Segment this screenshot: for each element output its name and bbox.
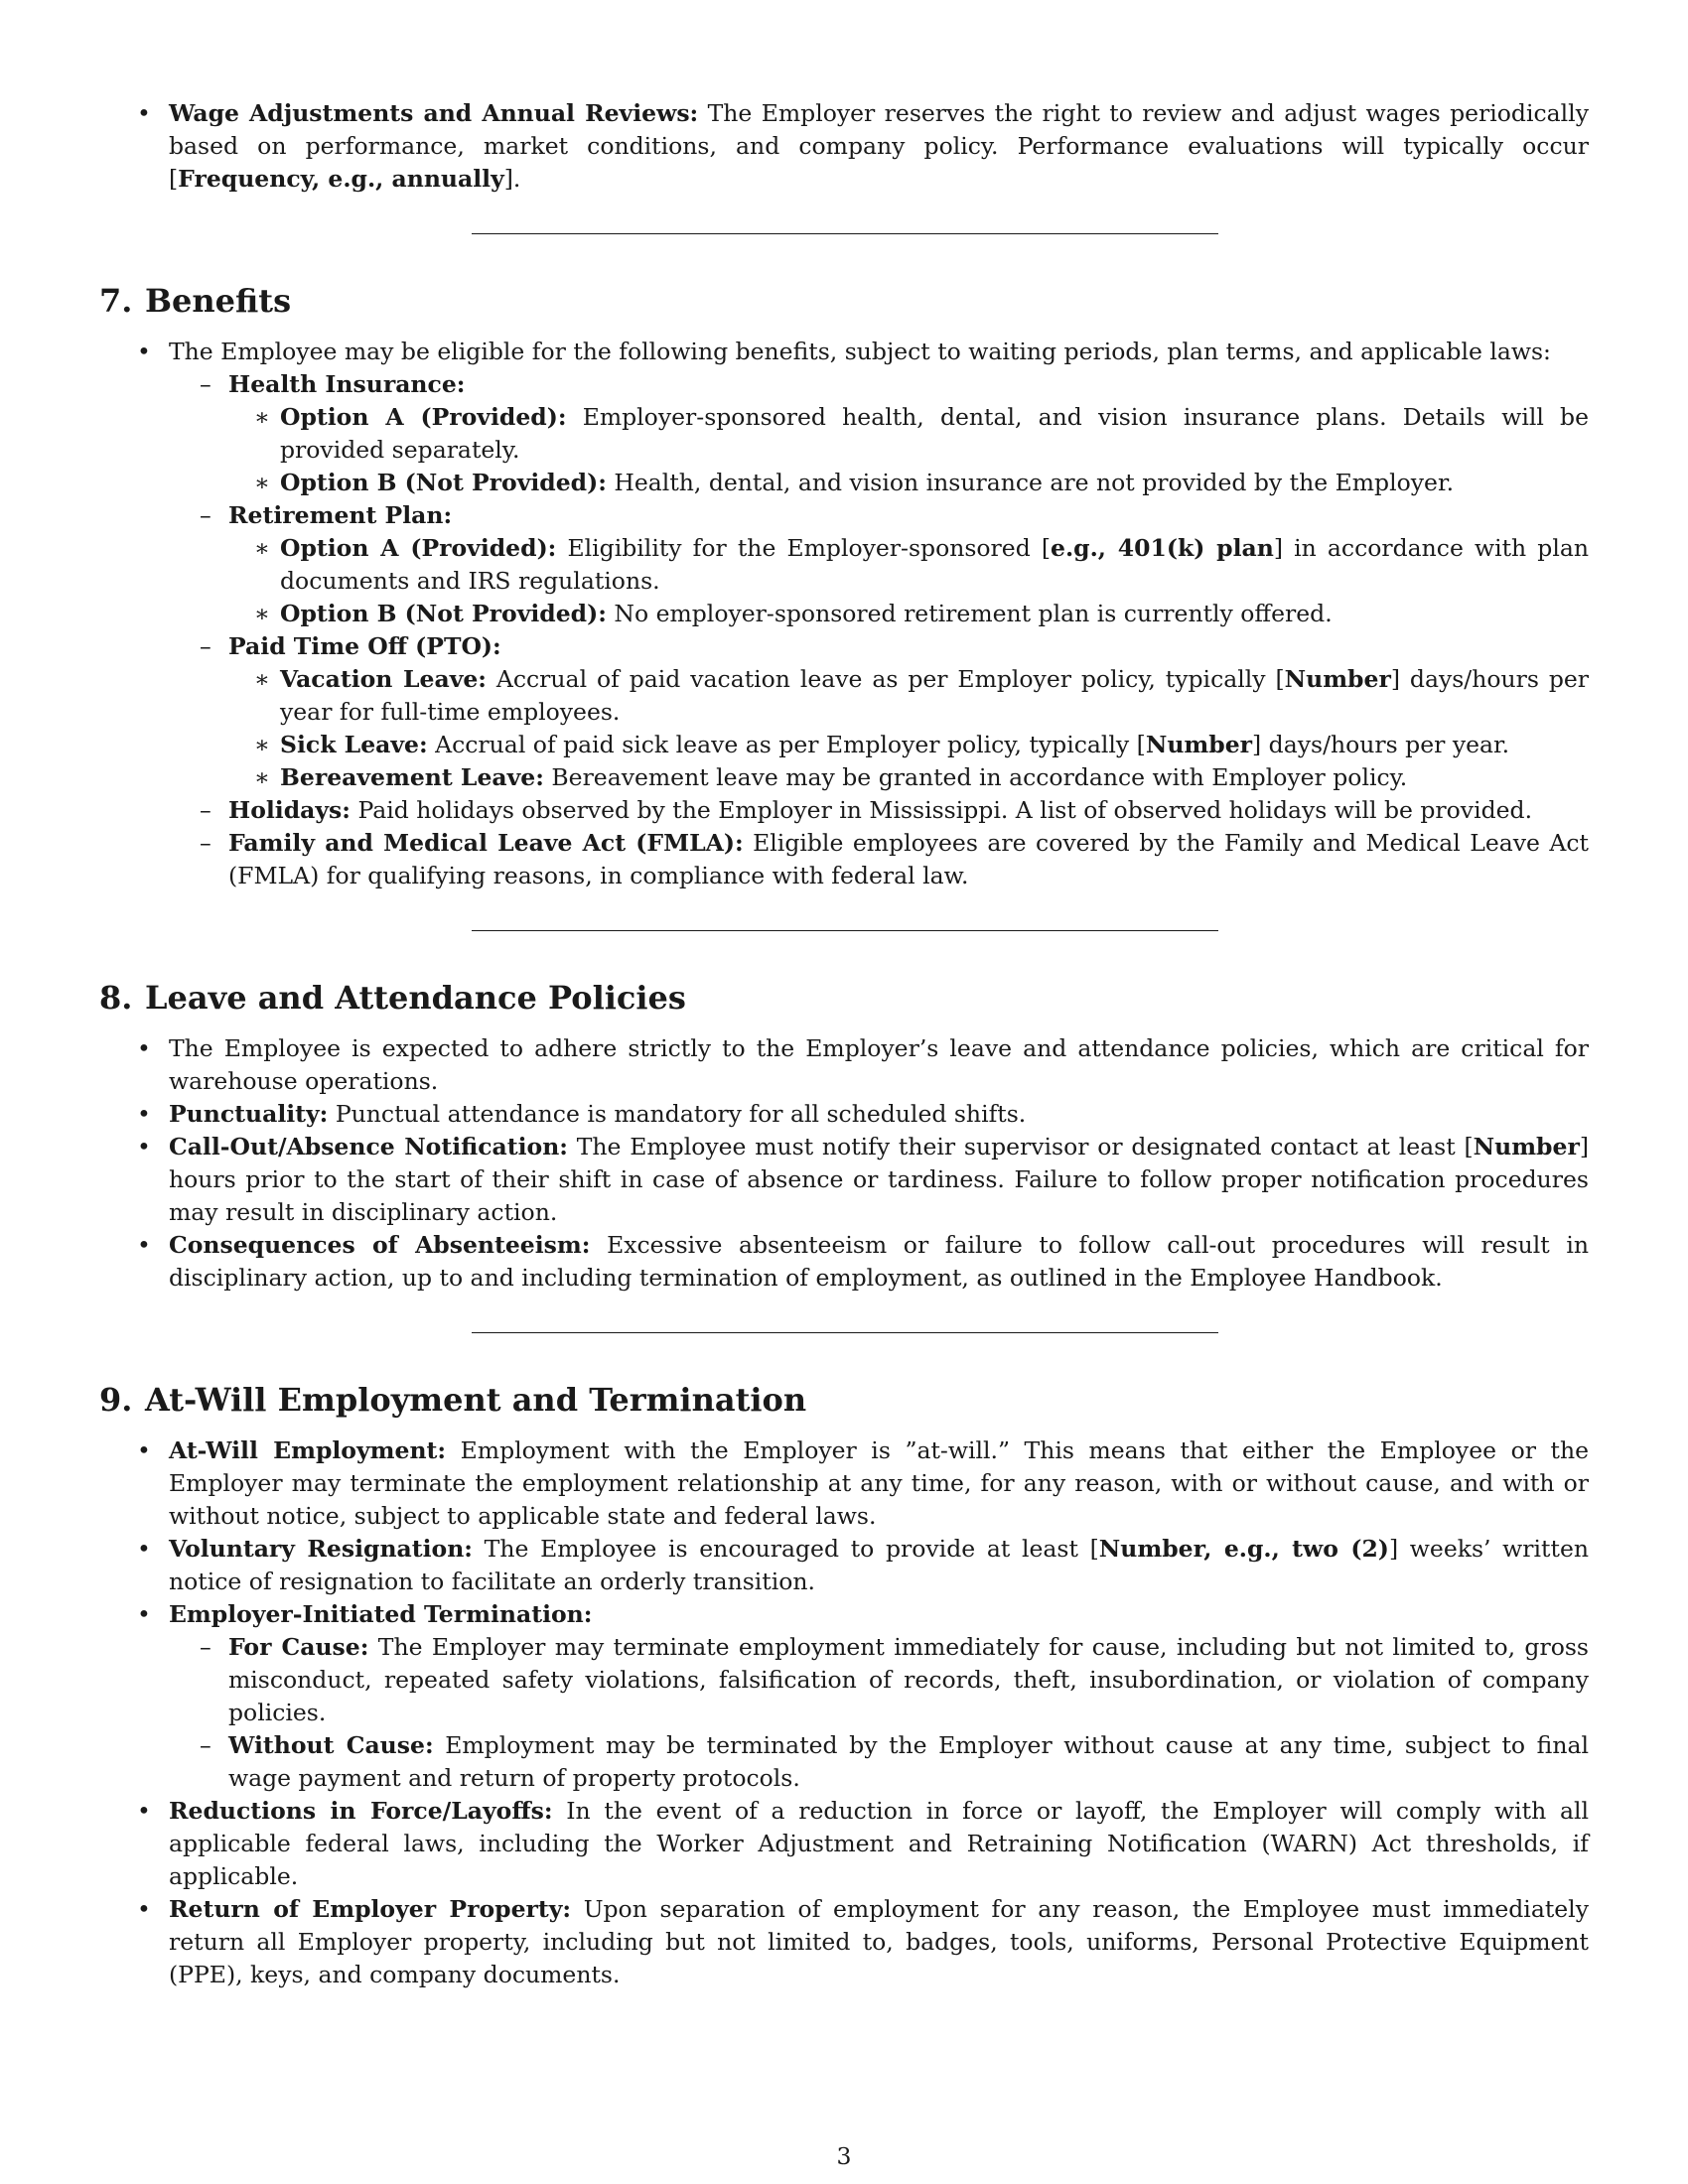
section-8-title: Leave and Attendance Policies [145, 979, 686, 1017]
consequences-label: Consequences of Absenteeism: [169, 1231, 591, 1259]
return-property-text: Upon separation of employment for any reason, the Employee must immediately return all Employer property, including but not limited to, badges, tools, uniforms, Personal Protective Equipment (PPE), keys, and company documents. [169, 1895, 1589, 1988]
retirement-plan-placeholder: e.g., 401(k) plan [1051, 534, 1274, 562]
wage-list [99, 97, 1589, 196]
layoffs-item [99, 1795, 1589, 1893]
retirement-option-a-pre: Eligibility for the Employer-sponsored [ [567, 534, 1052, 562]
wage-adjustments-item [99, 97, 1589, 196]
employer-termination-sublist [169, 1631, 1589, 1795]
wage-end: ]. [503, 165, 521, 193]
holidays-label: Holidays: [228, 796, 351, 824]
notice-weeks-placeholder: Number, e.g., two (2) [1098, 1535, 1389, 1563]
callout-pre: The Employee must notify their supervisor or designated contact at least [ [576, 1133, 1474, 1160]
wage-adjustments-label: Wage Adjustments and Annual Reviews: [169, 99, 699, 127]
fmla-item [169, 827, 1589, 892]
health-option-a [228, 401, 1589, 467]
callout-item [99, 1131, 1589, 1229]
voluntary-resignation-label: Voluntary Resignation: [169, 1535, 473, 1563]
bereavement-leave-item [228, 761, 1589, 794]
section-7-number: 7. [99, 282, 133, 320]
retirement-plan-label: Retirement Plan: [228, 501, 453, 529]
holidays-item [169, 794, 1589, 827]
layoffs-text: In the event of a reduction in force or layoff, the Employer will comply with all applicable federal laws, including the Worker Adjustment and Retraining Notification (WARN) Act thresholds, if applicable. [169, 1797, 1589, 1890]
bereavement-leave-label: Bereavement Leave: [280, 763, 544, 791]
fmla-text: Eligible employees are covered by the Family and Medical Leave Act (FMLA) for qualifying reasons, in compliance with federal law. [228, 829, 1589, 889]
sick-leave-item [228, 729, 1589, 761]
for-cause-item [169, 1631, 1589, 1729]
vacation-number-placeholder: Number [1284, 665, 1391, 693]
health-insurance-label: Health Insurance: [228, 370, 466, 398]
layoffs-label: Reductions in Force/Layoffs: [169, 1797, 553, 1825]
retirement-option-a-post: ] in accordance with plan documents and IRS regulations. [280, 534, 1590, 595]
without-cause-label: Without Cause: [228, 1731, 434, 1759]
health-option-a-label: Option A (Provided): [280, 403, 567, 431]
health-insurance-item [169, 368, 1589, 499]
attendance-list [99, 1032, 1589, 1295]
health-option-a-text: Employer-sponsored health, dental, and vision insurance plans. Details will be provided separately. [280, 403, 1589, 464]
pto-options [228, 663, 1589, 794]
section-8-number: 8. [99, 979, 133, 1017]
voluntary-resignation-item [99, 1533, 1589, 1598]
section-divider [472, 233, 1218, 234]
section-divider [472, 1332, 1218, 1333]
callout-label: Call-Out/Absence Notification: [169, 1133, 568, 1160]
section-divider [472, 930, 1218, 931]
return-property-item [99, 1893, 1589, 1991]
sick-number-placeholder: Number [1145, 731, 1253, 758]
bereavement-leave-text: Bereavement leave may be granted in accordance with Employer policy. [551, 763, 1408, 791]
vacation-leave-post: ] days/hours per year for full-time employees. [280, 665, 1590, 726]
attendance-intro-item [99, 1032, 1589, 1098]
at-will-item [99, 1434, 1589, 1533]
vacation-leave-pre: Accrual of paid vacation leave as per Employer policy, typically [ [495, 665, 1285, 693]
callout-post: ] hours prior to the start of their shift in case of absence or tardiness. Failure to follow proper notification procedures may result in disciplinary action. [169, 1133, 1589, 1226]
employer-termination-label: Employer-Initiated Termination: [169, 1600, 593, 1628]
holidays-text: Paid holidays observed by the Employer in Mississippi. A list of observed holidays will be provided. [357, 796, 1533, 824]
return-property-label: Return of Employer Property: [169, 1895, 572, 1923]
at-will-label: At-Will Employment: [169, 1436, 447, 1464]
employer-termination-item [99, 1598, 1589, 1795]
health-option-b [228, 467, 1589, 499]
vacation-leave-label: Vacation Leave: [280, 665, 487, 693]
voluntary-resignation-post: ] weeks’ written notice of resignation to facilitate an orderly transition. [169, 1535, 1589, 1595]
document-page [99, 97, 1589, 1991]
health-option-b-label: Option B (Not Provided): [280, 469, 607, 496]
without-cause-item [169, 1729, 1589, 1795]
without-cause-text: Employment may be terminated by the Employer without cause at any time, subject to final wage payment and return of property protocols. [228, 1731, 1589, 1792]
wage-adjustments-text: The Employer reserves the right to review and adjust wages periodically based on performance, market conditions, and company policy. Performance evaluations will typically occur [ [169, 99, 1589, 193]
pto-item [169, 630, 1589, 794]
benefits-list [99, 336, 1589, 892]
punctuality-text: Punctual attendance is mandatory for all scheduled shifts. [335, 1100, 1027, 1128]
wage-frequency-placeholder: Frequency, e.g., annually [178, 165, 504, 193]
benefits-sublist [169, 368, 1589, 892]
retirement-plan-item [169, 499, 1589, 630]
fmla-label: Family and Medical Leave Act (FMLA): [228, 829, 744, 857]
benefits-intro-item [99, 336, 1589, 892]
pto-label: Paid Time Off (PTO): [228, 632, 501, 660]
retirement-options [228, 532, 1589, 630]
callout-number-placeholder: Number [1473, 1133, 1580, 1160]
section-8-heading [99, 977, 1589, 1019]
health-option-b-text: Health, dental, and vision insurance are not provided by the Employer. [614, 469, 1455, 496]
for-cause-label: For Cause: [228, 1633, 369, 1661]
retirement-option-b-label: Option B (Not Provided): [280, 600, 607, 627]
punctuality-item [99, 1098, 1589, 1131]
section-9-number: 9. [99, 1381, 133, 1419]
voluntary-resignation-pre: The Employee is encouraged to provide at least [ [484, 1535, 1099, 1563]
benefits-intro: The Employee may be eligible for the following benefits, subject to waiting periods, plan terms, and applicable laws: [169, 338, 1551, 365]
page-number: 3 [836, 2142, 852, 2170]
sick-leave-pre: Accrual of paid sick leave as per Employer policy, typically [ [435, 731, 1146, 758]
for-cause-text: The Employer may terminate employment immediately for cause, including but not limited to, gross misconduct, repeated safety violations, falsification of records, theft, insubordination, or violation of company policies. [228, 1633, 1589, 1726]
section-7-heading [99, 280, 1589, 322]
section-9-heading [99, 1379, 1589, 1421]
sick-leave-post: ] days/hours per year. [1252, 731, 1510, 758]
section-7-title: Benefits [145, 282, 292, 320]
consequences-text: Excessive absenteeism or failure to follow call-out procedures will result in disciplinary action, up to and including termination of employment, as outlined in the Employee Handbook. [169, 1231, 1589, 1292]
retirement-option-b-text: No employer-sponsored retirement plan is currently offered. [614, 600, 1333, 627]
retirement-option-a [228, 532, 1589, 598]
section-9-title: At-Will Employment and Termination [145, 1381, 807, 1419]
at-will-text: Employment with the Employer is ”at-will.” This means that either the Employee or the Employer may terminate the employment relationship at any time, for any reason, with or without cause, and with or without notice, subject to applicable state and federal laws. [169, 1436, 1589, 1530]
termination-list [99, 1434, 1589, 1991]
retirement-option-a-label: Option A (Provided): [280, 534, 557, 562]
health-options [228, 401, 1589, 499]
attendance-intro: The Employee is expected to adhere strictly to the Employer’s leave and attendance policies, which are critical for warehouse operations. [169, 1034, 1589, 1095]
punctuality-label: Punctuality: [169, 1100, 329, 1128]
vacation-leave-item [228, 663, 1589, 729]
consequences-item [99, 1229, 1589, 1295]
retirement-option-b [228, 598, 1589, 630]
sick-leave-label: Sick Leave: [280, 731, 428, 758]
